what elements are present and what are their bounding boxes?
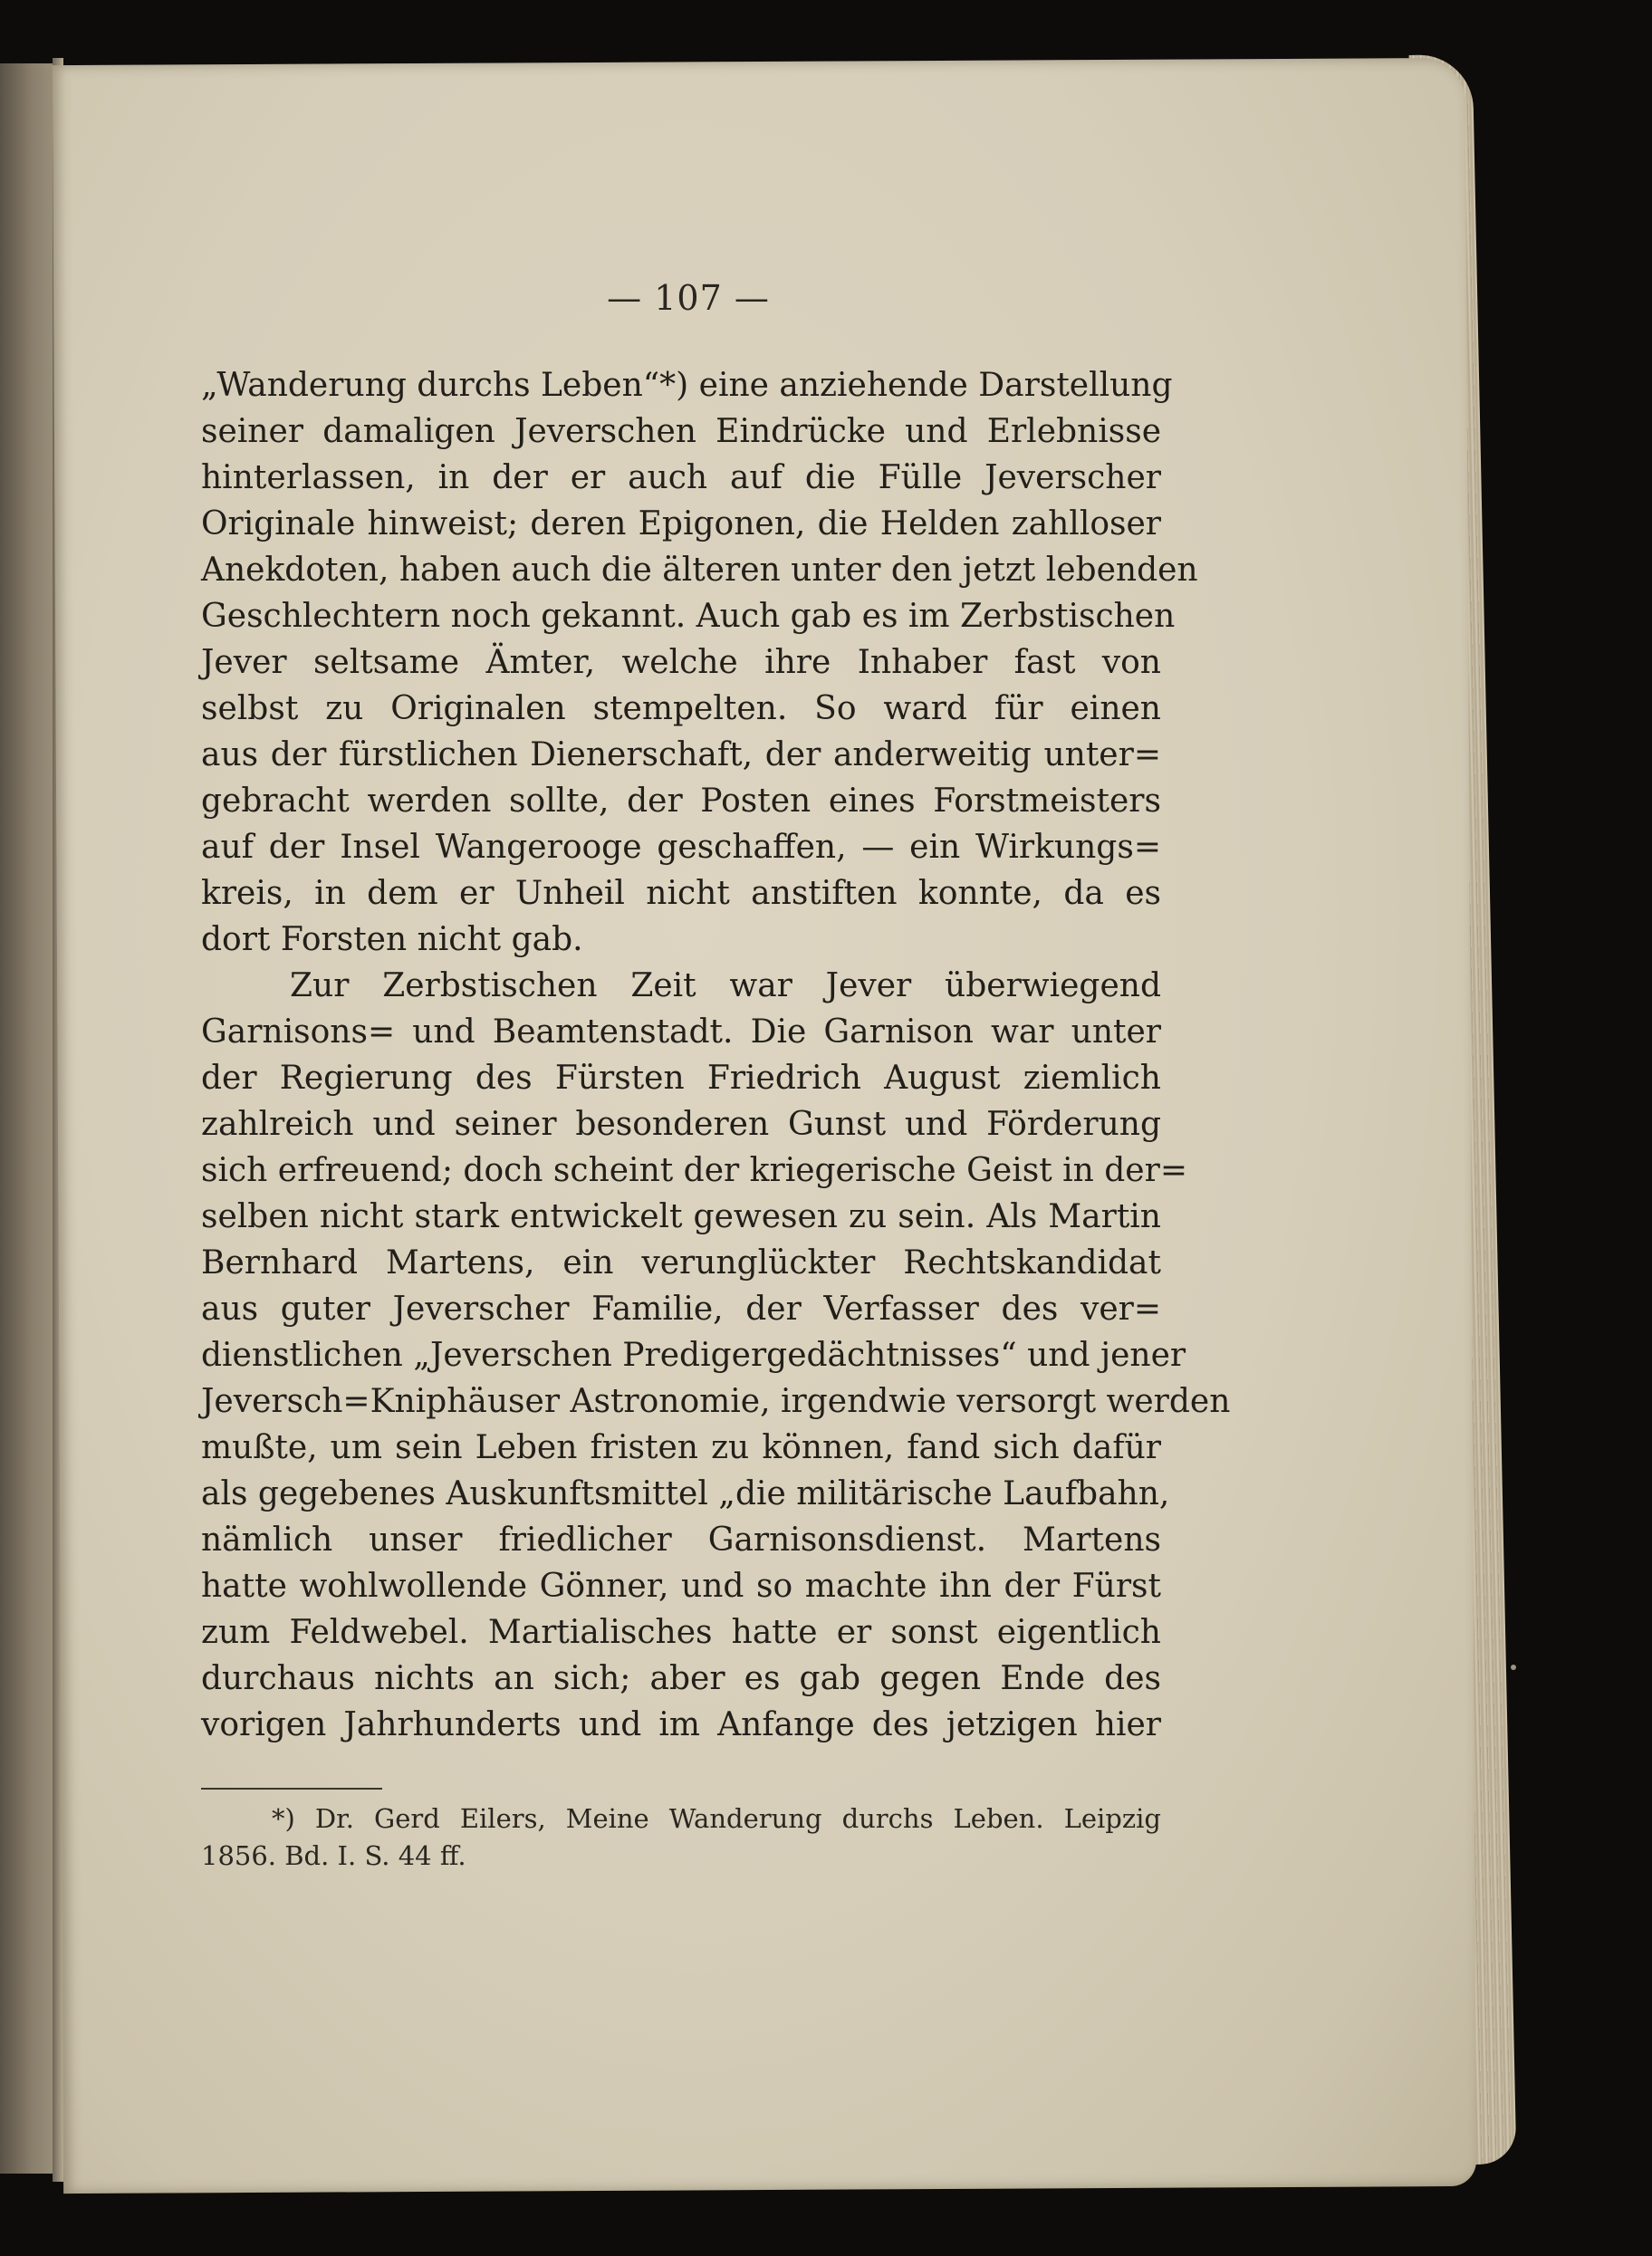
- text-line: Anekdoten, haben auch die älteren unter den jetzt lebenden: [201, 552, 1198, 589]
- footnote: [201, 1800, 1161, 1875]
- text-line: seiner damaligen Jeverschen Eindrücke und Erlebnisse: [201, 413, 1161, 450]
- text-line: mußte, um sein Leben fristen zu können, fand sich dafür: [201, 1429, 1161, 1466]
- text-line: Jeversch=Kniphäuser Astronomie, irgendwie versorgt werden: [201, 1383, 1231, 1420]
- text-line: dienstlichen „Jeverschen Predigergedächtnisses“ und jener: [201, 1337, 1186, 1374]
- footnote-line: 1856. Bd. I. S. 44 ff.: [201, 1840, 466, 1871]
- left-page-edge: [0, 63, 54, 2174]
- dust-speck: [1511, 1665, 1516, 1670]
- text-line: der Regierung des Fürsten Friedrich August ziemlich: [201, 1060, 1161, 1097]
- text-line: selben nicht stark entwickelt gewesen zu sein. Als Martin: [201, 1198, 1161, 1235]
- body-text: [201, 362, 1231, 1748]
- text-line: gebracht werden sollte, der Posten eines Forstmeisters: [201, 782, 1161, 820]
- text-line: zahlreich und seiner besonderen Gunst und Förderung: [201, 1106, 1161, 1143]
- text-line: kreis, in dem er Unheil nicht anstiften konnte, da es: [201, 875, 1161, 912]
- text-line: „Wanderung durchs Leben“*) eine anziehende Darstellung: [201, 367, 1173, 404]
- text-line: Originale hinweist; deren Epigonen, die Helden zahlloser: [201, 505, 1161, 542]
- text-line: aus guter Jeverscher Familie, der Verfasser des ver=: [201, 1291, 1161, 1328]
- text-line: hatte wohlwollende Gönner, und so machte ihn der Fürst: [201, 1568, 1161, 1605]
- text-line: als gegebenes Auskunftsmittel „die militärische Laufbahn,: [201, 1475, 1170, 1512]
- text-line: hinterlassen, in der er auch auf die Fülle Jeverscher: [201, 459, 1161, 496]
- text-line: Garnisons= und Beamtenstadt. Die Garnison war unter: [201, 1013, 1161, 1051]
- footnote-divider: [201, 1788, 382, 1790]
- text-line: selbst zu Originalen stempelten. So ward für einen: [201, 690, 1161, 727]
- text-line: Geschlechtern noch gekannt. Auch gab es im Zerbstischen: [201, 598, 1176, 635]
- page-number: — 107 —: [607, 278, 770, 318]
- text-line: durchaus nichts an sich; aber es gab gegen Ende des: [201, 1660, 1161, 1697]
- text-line: aus der fürstlichen Dienerschaft, der anderweitig unter=: [201, 736, 1161, 773]
- text-line: vorigen Jahrhunderts und im Anfange des jetzigen hier: [201, 1706, 1161, 1743]
- text-line: Jever seltsame Ämter, welche ihre Inhaber fast von: [201, 644, 1161, 681]
- text-line: auf der Insel Wangerooge geschaffen, — ein Wirkungs=: [201, 829, 1161, 866]
- text-line: sich erfreuend; doch scheint der kriegerische Geist in der=: [201, 1152, 1187, 1189]
- text-line: Zur Zerbstischen Zeit war Jever überwiegend: [290, 967, 1161, 1004]
- footnote-line: *) Dr. Gerd Eilers, Meine Wanderung durchs Leben. Leipzig: [272, 1803, 1161, 1834]
- text-line: Bernhard Martens, ein verunglückter Rechtskandidat: [201, 1244, 1161, 1282]
- text-line: dort Forsten nicht gab.: [201, 921, 583, 958]
- text-line: zum Feldwebel. Martialisches hatte er sonst eigentlich: [201, 1614, 1161, 1651]
- text-line: nämlich unser friedlicher Garnisonsdienst. Martens: [201, 1522, 1161, 1559]
